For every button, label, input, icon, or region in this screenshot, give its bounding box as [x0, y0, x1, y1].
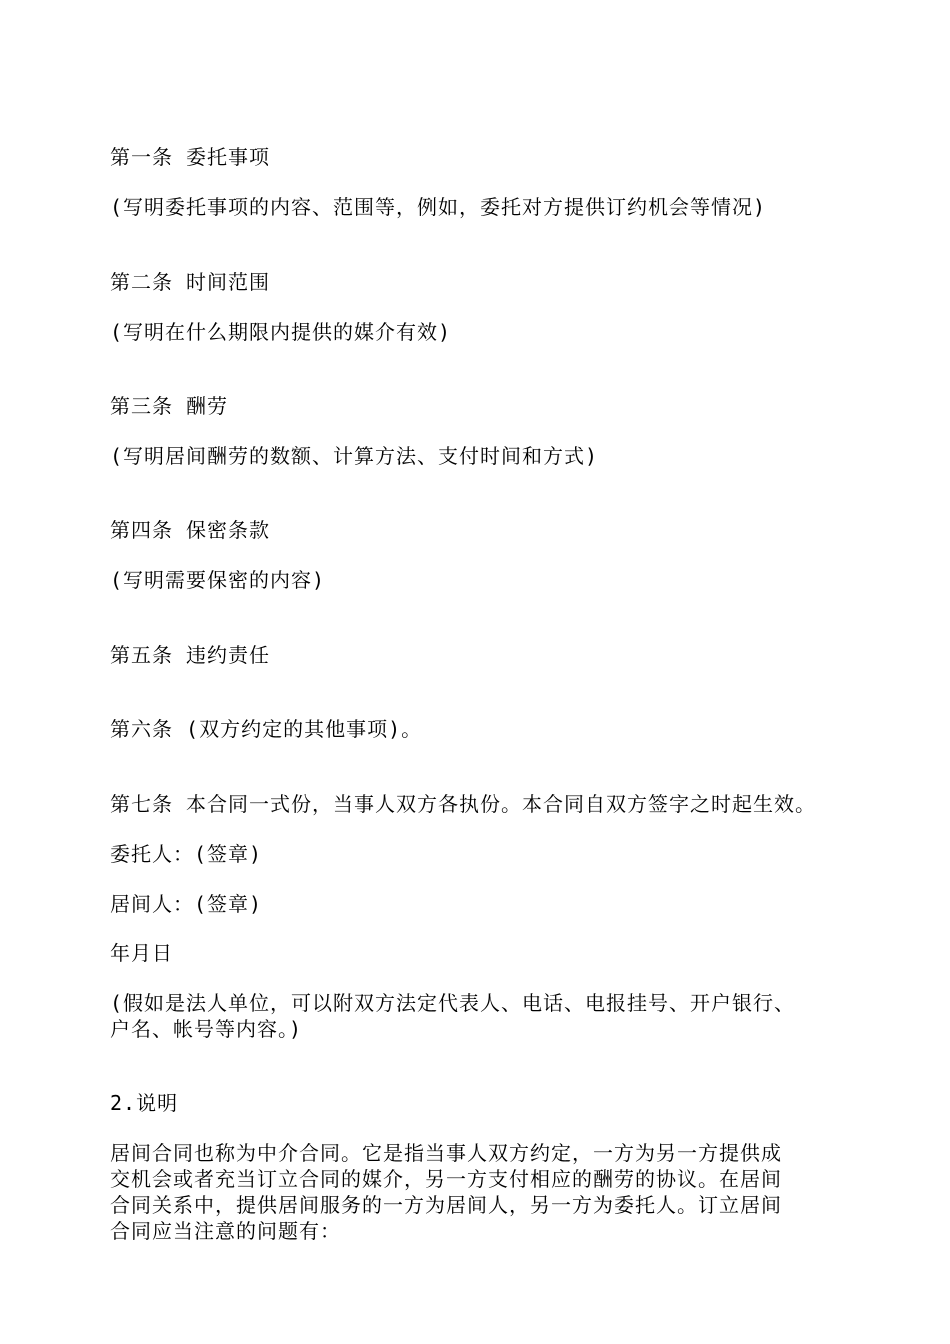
clause-5-title: 第五条 违约责任: [110, 643, 271, 667]
explain-line-4: 合同应当注意的问题有：: [110, 1219, 341, 1243]
explain-line-1: 居间合同也称为中介合同。它是指当事人双方约定，一方为另一方提供成: [110, 1141, 782, 1165]
clause-3-note: (写明居间酬劳的数额、计算方法、支付时间和方式): [110, 444, 599, 468]
intermediary-signature: 居间人：(签章): [110, 892, 263, 916]
clause-1-note: (写明委托事项的内容、范围等，例如，委托对方提供订约机会等情况): [110, 195, 767, 219]
clause-2-title: 第二条 时间范围: [110, 270, 271, 294]
explain-line-3: 合同关系中，提供居间服务的一方为居间人，另一方为委托人。订立居间: [110, 1193, 782, 1217]
clause-7: 第七条 本合同一式份，当事人双方各执份。本合同自双方签字之时起生效。: [110, 792, 817, 816]
clause-6: 第六条 (双方约定的其他事项)。: [110, 717, 423, 741]
explain-line-2: 交机会或者充当订立合同的媒介，另一方支付相应的酬劳的协议。在居间: [110, 1167, 782, 1191]
clause-4-title: 第四条 保密条款: [110, 518, 271, 542]
clause-1-title: 第一条 委托事项: [110, 145, 271, 169]
principal-signature: 委托人：(签章): [110, 842, 263, 866]
clause-2-note: (写明在什么期限内提供的媒介有效): [110, 320, 452, 344]
legal-note-line-2: 户名、帐号等内容。): [110, 1017, 303, 1041]
legal-note-line-1: (假如是法人单位，可以附双方法定代表人、电话、电报挂号、开户银行、: [110, 991, 796, 1015]
date-line: 年月日: [110, 941, 173, 965]
clause-4-note: (写明需要保密的内容): [110, 568, 326, 592]
section-heading: 2.说明: [110, 1091, 179, 1115]
clause-3-title: 第三条 酬劳: [110, 394, 229, 418]
